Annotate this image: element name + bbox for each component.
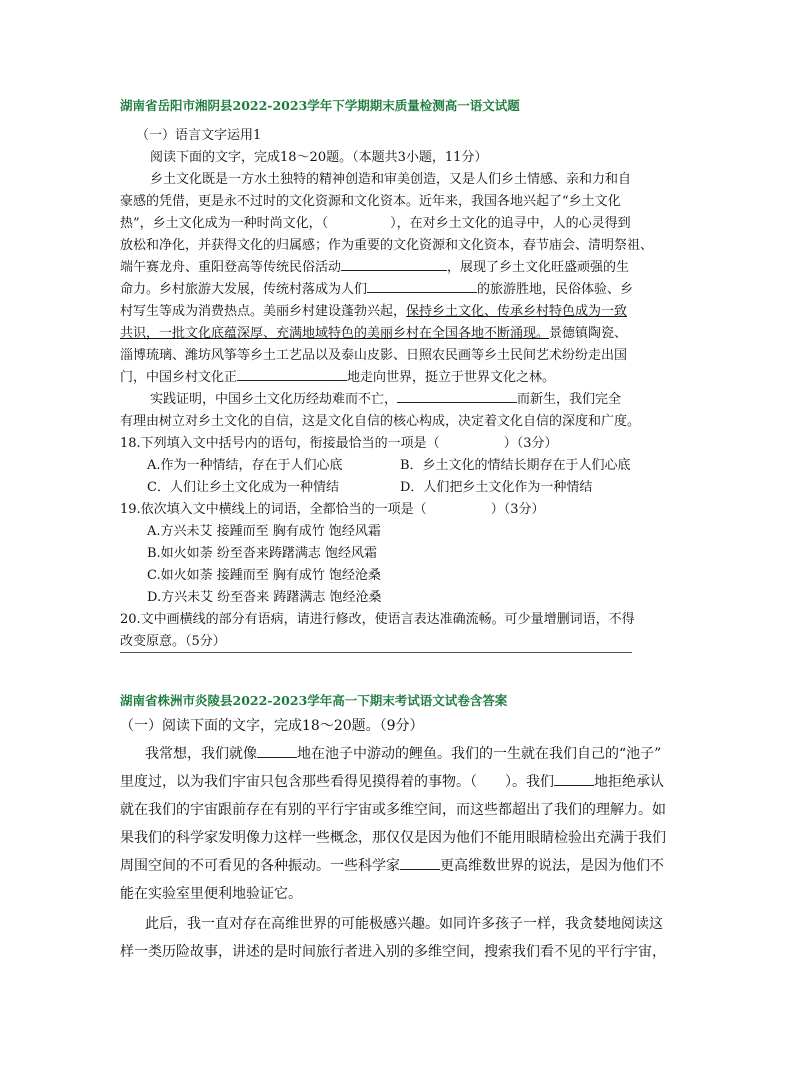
fill-blank [257, 757, 297, 758]
p1-line-4: 放松和净化，并获得文化的归属感；作为重要的文化资源和文化资本，春节庙会、清明祭祖、 [120, 238, 654, 253]
section1-heading: （一）语言文字运用1 [136, 128, 262, 143]
s2-p2-line-2: 样一类历险故事，讲述的是时间旅行者进入别的多维空间，搜索我们看不见的平行宇宙， [120, 944, 666, 960]
s2-p1-line-2: 里度过，以为我们宇宙只包含那些看得见摸得着的事物。（ ）。我们 地拒绝承认 [120, 774, 664, 790]
answer-line [120, 652, 632, 653]
fill-blank [237, 380, 347, 381]
s2-p2-line-1: 此后，我一直对存在高维世界的可能极感兴趣。如同许多孩子一样，我贪婪地阅读这 [145, 916, 663, 932]
section1-instruction: 阅读下面的文字，完成18～20题。（本题共3小题，11分） [150, 150, 488, 165]
q18-option-a: A.作为一种情结，存在于人们心底 [147, 458, 343, 473]
q18-option-b: B．乡土文化的情结长期存在于人们心底 [400, 458, 631, 473]
s2-p1-line-6: 能在实验室里便利地验证它。 [120, 886, 302, 902]
q19-stem: 19.依次填入文中横线上的词语，全都恰当的一项是（ ）（3分） [120, 502, 545, 517]
q18-stem: 18.下列填入文中括号内的语句，衔接最恰当的一项是（ ）（3分） [120, 436, 558, 451]
fill-blank [341, 270, 447, 271]
section2-title: 湖南省株洲市炎陵县2022-2023学年高一下期末考试语文试卷含答案 [120, 693, 508, 708]
p1-line-1: 乡土文化既是一方水土独特的精神创造和审美创造，又是人们乡土情感、亲和力和自 [150, 172, 632, 187]
p1-line-8: 共识，一批文化底蕴深厚、充满地域特色的美丽乡村在全国各地不断涌现。景德镇陶瓷、 [120, 326, 628, 341]
p1-line-5: 端午赛龙舟、重阳登高等传统民俗活动 ，展现了乡土文化旺盛顽强的生 [120, 260, 630, 275]
fill-blank [554, 785, 594, 786]
section1-title: 湖南省岳阳市湘阴县2022-2023学年下学期期末质量检测高一语文试题 [120, 98, 520, 113]
underlined-sentence: 保持乡土文化、传承乡村特色成为一致 [406, 304, 628, 319]
s2-p1-line-5: 周围空间的不可看见的各种振动。一些科学家 更高维数世界的说法，是因为他们不 [120, 858, 664, 874]
p1-line-7: 村写生等成为消费热点。美丽乡村建设蓬勃兴起，保持乡土文化、传承乡村特色成为一致 [120, 304, 628, 319]
q20-stem-line-2: 改变原意。（5分） [120, 634, 226, 649]
p2-line-2: 有理由树立对乡土文化的自信，这是文化自信的核心构成，决定着文化自信的深度和广度。 [120, 414, 641, 429]
p2-line-1: 实践证明，中国乡土文化历经劫难而不亡， 而新生，我们完全 [150, 392, 622, 407]
p1-line-6: 命力。乡村旅游大发展，传统村落成为人们 的旅游胜地，民俗体验、乡 [120, 282, 634, 297]
fill-blank [397, 402, 517, 403]
p1-line-2: 豪感的凭借，更是永不过时的文化资源和文化资本。近年来，我国各地兴起了“乡土文化 [120, 194, 621, 209]
p1-line-10: 门，中国乡村文化正 地走向世界，挺立于世界文化之林。 [120, 370, 556, 385]
q19-option-c: C.如火如荼 接踵而至 胸有成竹 饱经沧桑 [147, 568, 382, 583]
q18-option-d: D．人们把乡土文化作为一种情结 [400, 480, 593, 495]
p1-line-3: 热”，乡土文化成为一种时尚文化，（ ），在对乡土文化的追寻中，人的心灵得到 [120, 216, 631, 231]
s2-p1-line-3: 就在我们的宇宙跟前存在有别的平行宇宙或多维空间，而这些都超出了我们的理解力。如 [120, 802, 666, 818]
p1-line-9: 淄博琉璃、潍坊风筝等乡土工艺品以及泰山皮影、日照农民画等乡土民间艺术纷纷走出国 [120, 348, 628, 363]
fill-blank [400, 869, 440, 870]
q20-stem-line-1: 20.文中画横线的部分有语病，请进行修改，使语言表达准确流畅。可少量增删词语，不得 [120, 612, 635, 627]
s2-p1-line-4: 果我们的科学家发明像力这样一些概念，那仅仅是因为他们不能用眼睛检验出充满于我们 [120, 830, 666, 846]
section2-heading: （一）阅读下面的文字，完成18～20题。（9分） [120, 718, 424, 734]
fill-blank [367, 292, 477, 293]
q19-option-a: A.方兴未艾 接踵而至 胸有成竹 饱经风霜 [147, 524, 381, 539]
s2-p1-line-1: 我常想，我们就像 地在池子中游动的鲤鱼。我们的一生就在我们自己的“池子” [145, 746, 662, 762]
q19-option-b: B.如火如荼 纷至沓来踌躇满志 饱经风霜 [147, 546, 377, 561]
underlined-sentence-end: 共识，一批文化底蕴深厚、充满地域特色的美丽乡村在全国各地不断涌现。 [120, 326, 550, 341]
q18-option-c: C．人们让乡土文化成为一种情结 [147, 480, 339, 495]
q19-option-d: D.方兴未艾 纷至沓来 踌躇满志 饱经沧桑 [147, 590, 382, 605]
